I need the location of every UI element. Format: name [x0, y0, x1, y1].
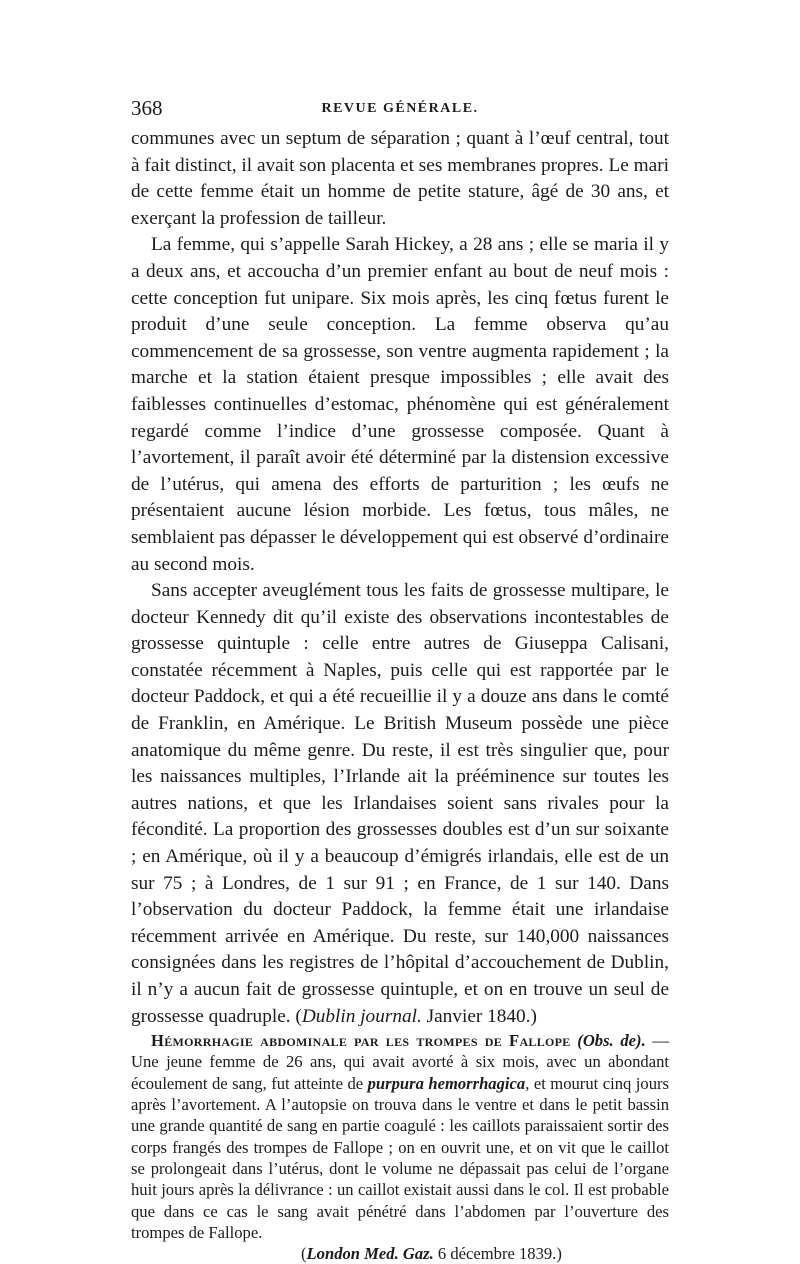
note-section [131, 1030, 669, 1264]
paragraph-hemorrhagie [131, 1030, 669, 1243]
source-line [131, 1243, 669, 1264]
running-title: REVUE GÉNÉRALE. [321, 101, 479, 116]
source-date: 6 décembre 1839.) [433, 1244, 562, 1264]
page-header [131, 96, 669, 126]
paragraph-hemorrhagie-text-a: — Une jeune femme de 26 ans, qui avait avorté à six mois, avec un abondant écoulement de sang, fut atteinte de [131, 1031, 670, 1093]
book-page [131, 96, 669, 1264]
paragraph-sarah-hickey: La femme, qui s’appelle Sarah Hickey, a 28 ans ; elle se maria il y a deux ans, et accoucha d’un premier enfant au bout de neuf mois : cette conception fut unipare. Six mois après, les cinq fœtus furent le produit d’une seule conception. La femme observa qu’au commencement de sa grossesse, son ventre augmenta rapidement ; la marche et la station étaient presque impossibles ; elle avait des faiblesses continuelles d’estomac, phénomène qui est généralement regardé comme l’indice d’une grossesse composée. Quant à l’avortement, il paraît avoir été déterminé par la distension excessive de l’utérus, qui amena des efforts de parturition ; les œufs ne présentaient aucune lésion morbide. Les fœtus, tous mâles, ne semblaient pas dépasser le développement qui est observé d’ordinaire au second mois. [131, 234, 669, 575]
paragraph-kennedy-text: Sans accepter aveuglément tous les faits de grossesse multipare, le docteur Kennedy dit qu’il existe des observations incontestables de grossesse quintuple : celle entre autres de Giuseppa Calisani, constatée récemment à Naples, puis celle qui est rapportée par le docteur Paddock, et qui a été recueillie il y a douze ans dans le comté de Franklin, en Amérique. Le British Museum possède une pièce anatomique du même genre. Du reste, il est très singulier que, pour les naissances multiples, l’Irlande ait la prééminence sur toutes les autres nations, et que les Irlandaises soient sans rivales pour la fécondité. La proportion des grossesses doubles est d’un sur soixante ; en Amérique, où il y a beaucoup d’émigrés irlandais, elle est de un sur 75 ; à Londres, de 1 sur 91 ; en France, de 1 sur 140. Dans l’observation du docteur Paddock, la femme était une irlandaise récemment arrivée en Amérique. Du reste, sur 140,000 naissances consignées dans les registres de l’hôpital d’accouchement de Dublin, il n’y a aucun fait de grossesse quintuple, et on en trouve un seul de grossesse quadruple. ( [131, 580, 669, 1027]
citation-dublin-journal: Dublin journal. [301, 1005, 422, 1027]
source-open: ( [301, 1244, 307, 1264]
section-heading: Hémorrhagie abdominale par les trompes de Fallope [151, 1031, 571, 1051]
purpura-term: purpura hemorrhagica [367, 1073, 526, 1093]
citation-date: Janvier 1840.) [421, 1005, 537, 1027]
paragraph-continuation: communes avec un septum de séparation ; quant à l’œuf central, tout à fait distinct, il avait son placenta et ses membranes propres. Le mari de cette femme était un homme de petite stature, âgé de 30 ans, et exerçant la profession de tailleur. [131, 128, 669, 229]
paragraph-hemorrhagie-text-b: , et mourut cinq jours après l’avortement. A l’autopsie on trouva dans le ventre et dans le petit bassin une grande quantité de sang en partie coagulé : les caillots paraissaient sortir des corps frangés des trompes de Fallope ; on en ouvrit une, et on vit que le caillot se prolongeait dans l’utérus, dont le volume ne dépassait pas celui de l’organe huit jours après la délivrance : un caillot existait aussi dans le col. Il est probable que dans ce cas le sang avait pénétré dans l’abdomen par l’ouverture des trompes de Fallope. [131, 1073, 669, 1242]
obs-label: (Obs. de). [577, 1031, 646, 1051]
citation-london-med-gaz: London Med. Gaz. [306, 1244, 434, 1264]
main-text [131, 126, 669, 1030]
page-number: 368 [131, 96, 163, 120]
paragraph-kennedy [131, 578, 669, 1030]
